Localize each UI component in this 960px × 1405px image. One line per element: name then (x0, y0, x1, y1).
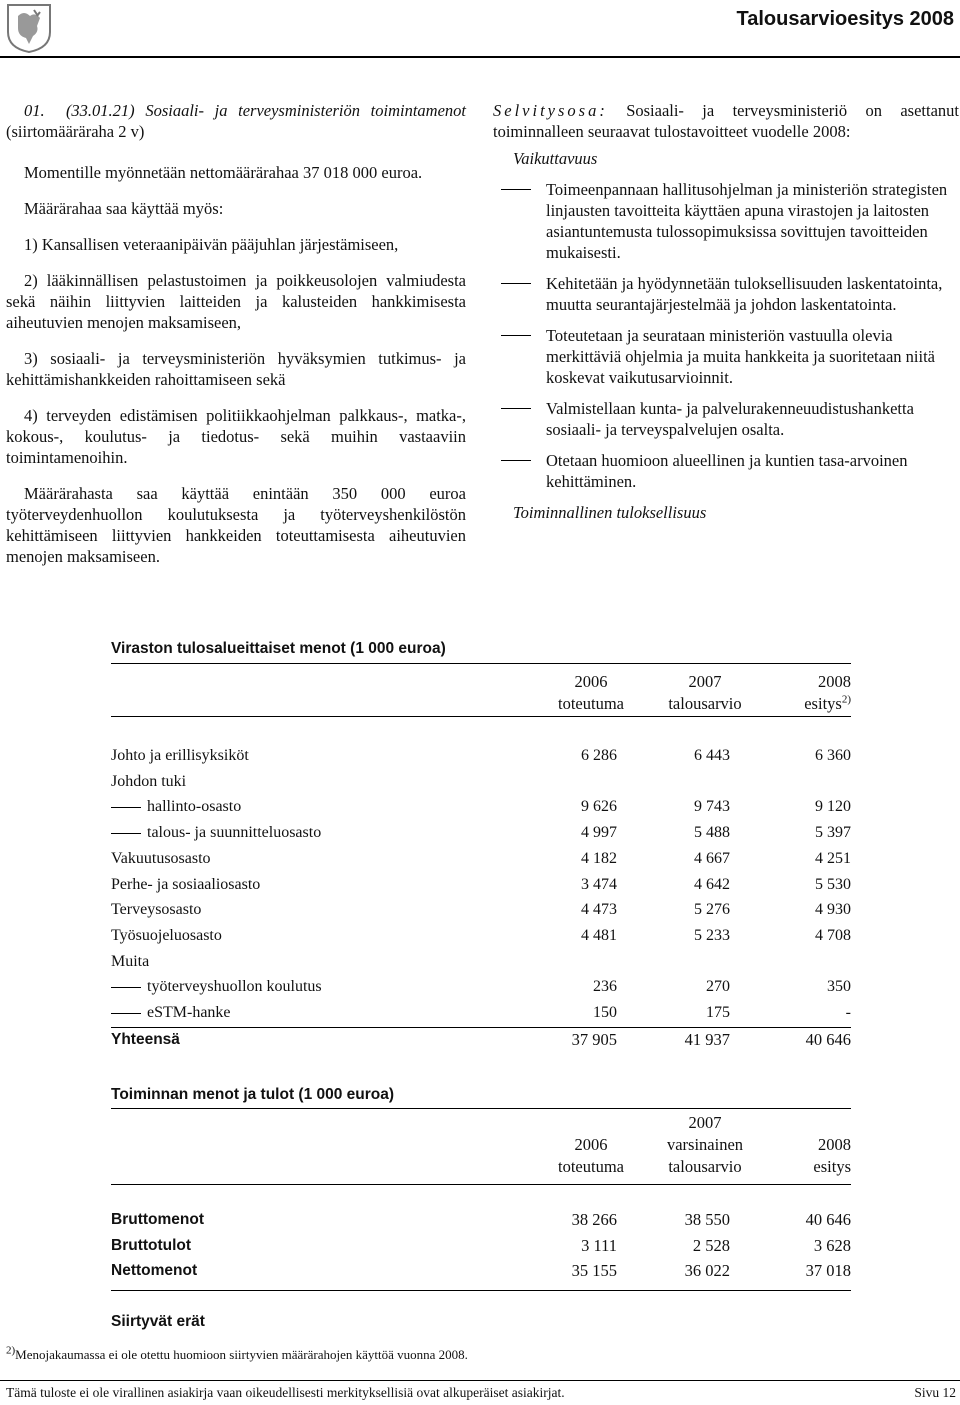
section-number: 01. (24, 101, 45, 120)
row-label: Yhteensä (111, 1031, 180, 1048)
cell-2006: 4 473 (581, 901, 617, 919)
cell-2007: 270 (706, 978, 730, 996)
cell-2008: 4 251 (815, 849, 851, 867)
row-label (111, 771, 186, 793)
table-row (111, 899, 851, 921)
list-item-text: Valmistellaan kunta- ja palvelurakenneuudistushanketta sosiaali- ja terveyspalvelujen osalta. (546, 399, 914, 439)
paragraph-1: Momentille myönnetään nettomäärärahaa 37 018 000 euroa. (24, 163, 423, 182)
table-row (111, 822, 851, 844)
cell-2006: 236 (593, 978, 617, 996)
header-year: 2007 (688, 672, 722, 691)
goal-list (493, 179, 959, 492)
paragraph-6: 4) terveyden edistämisen politiikkaohjelman palkkaus-, matka-, kokous-, koulutus- ja tiedotus- sekä muihin vastaaviin toimintamenoihin. (6, 406, 466, 467)
table1-top-rule (111, 663, 851, 664)
cell-2007: 5 276 (694, 901, 730, 919)
table2-top-rule (111, 1108, 851, 1109)
header-label (731, 693, 851, 715)
cell-2008: 5 530 (815, 875, 851, 893)
row-label (111, 874, 260, 896)
cell-2006: 3 111 (581, 1235, 617, 1255)
cell-2007: 175 (706, 1004, 730, 1021)
row-label: Bruttomenot (111, 1211, 204, 1228)
row-label-text: eSTM-hanke (147, 1004, 231, 1021)
section-heading-note: (siirtomääräraha 2 v) (6, 122, 145, 141)
list-item (493, 398, 959, 440)
table1-header-rule (111, 716, 851, 717)
cell-2008: 9 120 (815, 798, 851, 816)
table-row (111, 1209, 851, 1231)
paragraph-4: 2) lääkinnällisen pelastustoimen ja poikkeusolojen valmiudesta sekä näihin liittyvien laitteiden ja kalusteiden hankkimisesta aiheutuvien menojen maksamiseen, (6, 271, 466, 332)
cell-2008: 6 360 (815, 747, 851, 764)
row-label-text: työterveyshuollon koulutus (147, 978, 322, 996)
list-item-text: Otetaan huomioon alueellinen ja kuntien tasa-arvoinen kehittäminen. (546, 451, 908, 491)
footnote-ref: 2) (841, 693, 851, 706)
table2-bottom-rule (111, 1290, 851, 1291)
cell-2006: 4 481 (581, 926, 617, 944)
cell-2007: 41 937 (684, 1030, 730, 1049)
paragraph-2: Määrärahaa saa käyttää myös: (24, 199, 224, 218)
dash-icon (111, 807, 141, 808)
cell-2007: 5 488 (694, 824, 730, 842)
row-label (111, 925, 222, 947)
header-label: toteutuma (558, 694, 624, 713)
header-label-2: talousarvio (668, 1157, 742, 1176)
paragraph-5: 3) sosiaali- ja terveysministeriön hyväksymien tutkimus- ja kehittämishankkeiden rahoittamiseen sekä (6, 349, 466, 389)
paragraph-3: 1) Kansallisen veteraanipäivän pääjuhlan järjestämiseen, (24, 235, 399, 254)
row-label (111, 848, 211, 870)
selvitysosa-label: Selvitysosa: (493, 101, 608, 120)
table2-title: Toiminnan menot ja tulot (1 000 euroa) (111, 1086, 395, 1103)
cell-2006: 9 626 (581, 798, 617, 816)
cell-2007: 5 233 (694, 926, 730, 944)
paragraph-7: Määrärahasta saa käyttää enintään 350 000 euroa työterveydenhuollon koulutuksesta ja työterveyshenkilöstön kehittämiseen liittyvien hankkeiden toteuttamisesta aiheutuvien menojen maksamiseen. (6, 484, 466, 566)
row-label-text: Vakuutusosasto (111, 849, 211, 867)
cell-2006: 37 905 (571, 1030, 617, 1049)
subheading-toiminnallinen: Toiminnallinen tuloksellisuus (513, 503, 707, 522)
siirtyvat-heading: Siirtyvät erät (111, 1313, 205, 1330)
dash-icon (501, 283, 531, 284)
table-row (111, 771, 851, 793)
row-label-text: Muita (111, 952, 150, 970)
header-label-text: esitys (804, 694, 842, 713)
header-year: 2006 (574, 672, 608, 691)
header-year: 2008 (818, 672, 851, 691)
header-year: 2007 (688, 1113, 722, 1132)
footnote (6, 1344, 468, 1363)
cell-2006: 150 (593, 1004, 617, 1021)
table2-header-rule (111, 1184, 851, 1185)
cell-2006: 4 997 (581, 824, 617, 842)
header-label: esitys (813, 1157, 851, 1176)
cell-2007: 2 528 (692, 1235, 730, 1255)
table-row (111, 925, 851, 947)
table-row (111, 976, 851, 998)
dash-icon (501, 460, 531, 461)
table1-col-2006 (526, 671, 656, 715)
cell-2008: 4 708 (815, 926, 851, 944)
header-label: toteutuma (558, 1157, 624, 1176)
header-label: talousarvio (668, 694, 742, 713)
cell-2008: - (845, 1004, 851, 1021)
footnote-mark: 2) (6, 1344, 16, 1357)
row-label (111, 951, 149, 973)
cell-2006: 6 286 (581, 747, 617, 764)
row-label-text: talous- ja suunnitteluosasto (147, 824, 322, 842)
footer-divider (0, 1380, 960, 1381)
header-divider (0, 56, 960, 58)
list-item-text: Toimeenpannaan hallitusohjelman ja ministeriön strategisten linjausten tavoitteita käyttäen apuna virastojen ja laitosten asiantuntemusta tulossopimuksissa sovittujen tavoitteiden mukaisesti. (546, 180, 948, 262)
right-column (493, 100, 959, 523)
list-item (493, 273, 959, 315)
table-row (111, 1002, 851, 1024)
selvitysosa-lead (493, 100, 959, 142)
list-item (493, 179, 959, 263)
page-number: Sivu 12 (914, 1385, 956, 1400)
row-label-text: Terveysosasto (111, 901, 202, 919)
row-label-text: hallinto-osasto (147, 798, 242, 816)
cell-2006: 4 182 (581, 849, 617, 867)
cell-2007: 38 550 (684, 1210, 730, 1229)
cell-2008: 3 628 (813, 1235, 851, 1255)
table-row (111, 874, 851, 896)
dash-icon (111, 833, 141, 834)
table1-total-row (111, 1029, 851, 1051)
list-item-text: Kehitetään ja hyödynnetään tuloksellisuuden laskentatointa, muutta seurantajärjestelmää ja johdon laskentatointa. (546, 274, 943, 314)
footnote-text: Menojakaumassa ei ole otettu huomioon siirtyvien määrärahojen käyttöä vuonna 2008. (15, 1347, 468, 1362)
table-row (111, 848, 851, 870)
dash-icon (501, 408, 531, 409)
section-heading (6, 100, 466, 142)
row-label (111, 899, 201, 921)
row-label (111, 1002, 231, 1024)
row-label-text: Perhe- ja sosiaaliosasto (111, 875, 261, 893)
cell-2006: 3 474 (581, 875, 617, 893)
cell-2008: 4 930 (815, 901, 851, 919)
header-year: 2008 (818, 1135, 851, 1154)
row-label-text: Johto ja erillisyksiköt (111, 747, 249, 764)
header-label: varsinainen (666, 1135, 744, 1154)
table2-col-2008 (731, 1134, 851, 1178)
list-item-text: Toteutetaan ja seurataan ministeriön vastuulla olevia merkittäviä ohjelmia ja muita hankkeita ja suoritetaan niitä koskevat vaikutusarvioinnit. (546, 326, 935, 387)
row-label: Nettomenot (111, 1262, 198, 1280)
footer-disclaimer: Tämä tuloste ei ole virallinen asiakirja vaan oikeudellisesti merkityksellisiä ovat alkuperäiset asiakirjat. (6, 1385, 565, 1400)
row-label (111, 745, 249, 767)
table1-col-2008 (731, 671, 851, 715)
cell-2008: 5 397 (815, 824, 851, 842)
table-row (111, 796, 851, 818)
table1-title: Viraston tulosalueittaiset menot (1 000 euroa) (111, 640, 446, 657)
subheading-vaikuttavuus: Vaikuttavuus (513, 149, 598, 168)
dash-icon (501, 335, 531, 336)
cell-2008: 37 018 (805, 1261, 851, 1281)
document-title: Talousarvioesitys 2008 (736, 8, 954, 30)
selvitysosa-text: Sosiaali- ja terveysministeriö on asettanut toiminnalleen seuraavat tulostavoitteet vuodelle 2008: (493, 101, 960, 141)
cell-2008: 350 (827, 978, 851, 996)
list-item (493, 450, 959, 492)
cell-2007: 9 743 (694, 798, 730, 816)
coat-of-arms-logo (4, 2, 54, 54)
dash-icon (111, 987, 141, 988)
table-row (111, 1235, 851, 1257)
cell-2007: 36 022 (684, 1261, 730, 1281)
row-label (111, 796, 241, 818)
list-item (493, 325, 959, 388)
header-year: 2006 (574, 1135, 608, 1154)
dash-icon (501, 189, 531, 190)
cell-2008: 40 646 (805, 1210, 851, 1229)
cell-2006: 38 266 (571, 1210, 617, 1229)
cell-2008: 40 646 (805, 1030, 851, 1049)
row-label-text: Johdon tuki (111, 772, 187, 790)
table-row (111, 1260, 851, 1282)
row-label: Bruttotulot (111, 1236, 192, 1254)
row-label (111, 976, 322, 998)
cell-2007: 4 642 (694, 875, 730, 893)
table1-total-rule (111, 1027, 851, 1028)
left-column (6, 100, 466, 582)
cell-2007: 6 443 (694, 747, 730, 764)
row-label (111, 822, 321, 844)
cell-2007: 4 667 (694, 849, 730, 867)
table-row (111, 951, 851, 973)
cell-2006: 35 155 (571, 1261, 617, 1281)
table-row (111, 745, 851, 767)
row-label-text: Työsuojeluosasto (111, 926, 222, 944)
dash-icon (111, 1013, 141, 1014)
section-heading-text: (33.01.21) Sosiaali- ja terveysministeriön toimintamenot (65, 101, 466, 120)
